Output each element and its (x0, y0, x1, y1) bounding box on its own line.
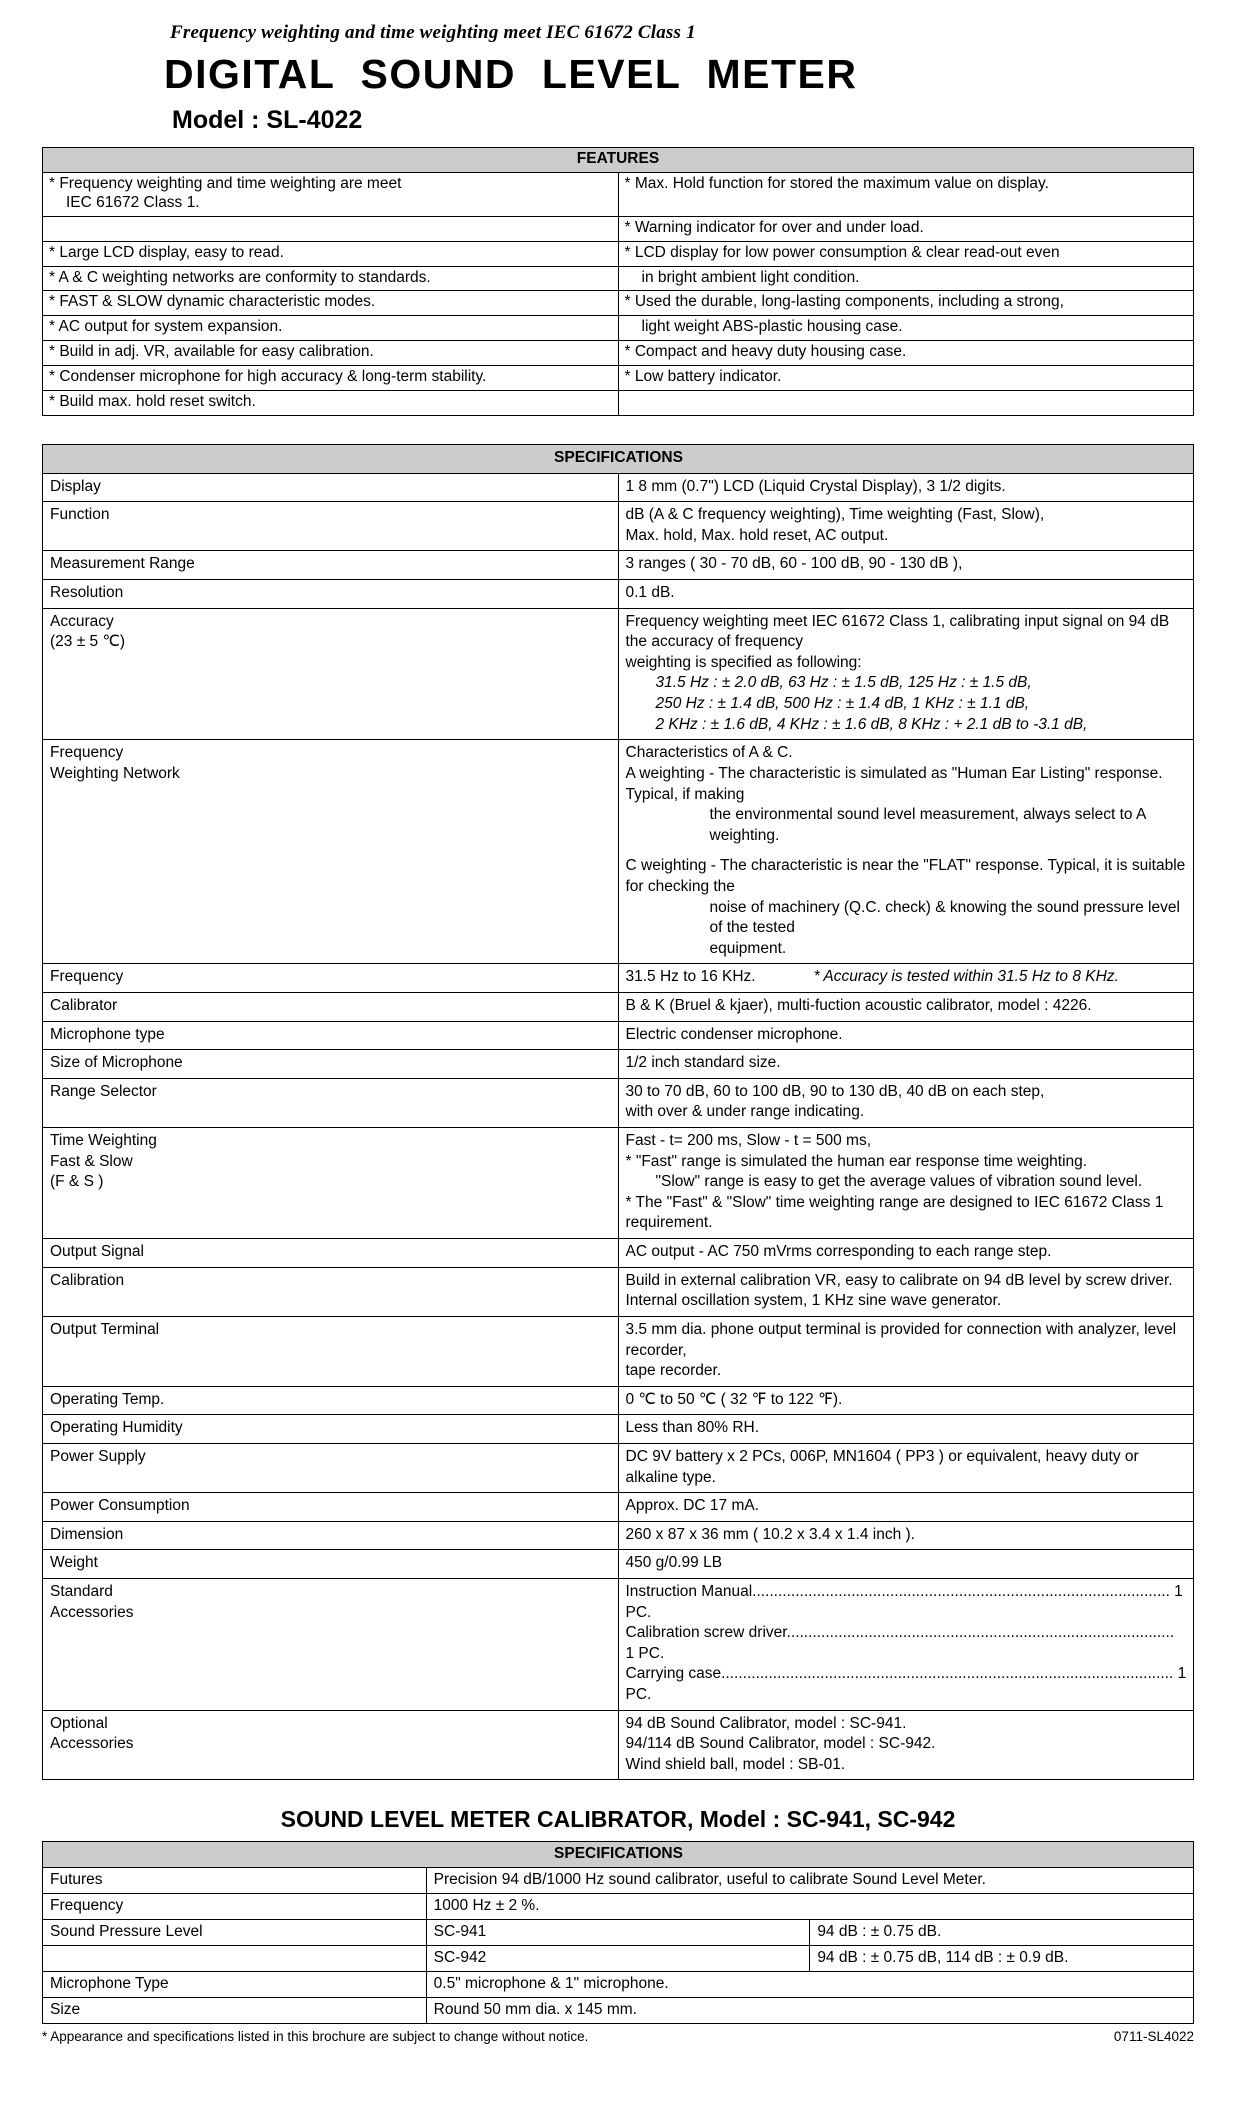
specifications-band: SPECIFICATIONS (43, 444, 1194, 473)
table-row (43, 1868, 1194, 1894)
spec-value-line: Max. hold, Max. hold reset, AC output. (625, 526, 889, 544)
spec-key (43, 1550, 619, 1579)
calibrator-title: SOUND LEVEL METER CALIBRATOR, Model : SC-941, SC-942 (280, 1806, 956, 1833)
spec-value-line: with over & under range indicating. (625, 1103, 865, 1121)
feature-text: * Frequency weighting and time weighting are meet (49, 174, 402, 192)
table-row (43, 992, 1194, 1021)
feature-text: * Used the durable, long-lasting components, including a strong, (624, 293, 1064, 311)
feature-cell-left (43, 241, 619, 266)
spec-value-line: Build in external calibration VR, easy to calibrate on 94 dB level by screw driver. (625, 1271, 1173, 1289)
feature-cell-left (43, 216, 619, 241)
spec-key-line: Optional (50, 1714, 108, 1732)
spec-key (43, 1078, 619, 1127)
calibrator-value: 0.5" microphone & 1" microphone. (426, 1972, 1193, 1998)
calibrator-value: Round 50 mm dia. x 145 mm. (426, 1998, 1193, 2024)
model-label: Model : SL-4022 (172, 106, 363, 134)
spec-value-line: Instruction Manual................................................................................................. 1 PC. (625, 1583, 1183, 1621)
spec-key (43, 1443, 619, 1492)
spec-value (618, 1239, 1194, 1268)
feature-text: * Build in adj. VR, available for easy calibration. (49, 343, 374, 361)
spec-value-line: weighting is specified as following: (625, 653, 862, 671)
spec-value (618, 1550, 1194, 1579)
spec-key (43, 1415, 619, 1444)
feature-text: * Condenser microphone for high accuracy & long-term stability. (49, 368, 487, 386)
feature-text: * Max. Hold function for stored the maximum value on display. (624, 174, 1049, 192)
table-row (43, 1021, 1194, 1050)
table-row (43, 1316, 1194, 1386)
calibrator-model-key: SC-941 (426, 1920, 810, 1946)
spec-key-line: Weight (50, 1554, 98, 1572)
spec-key-line: Weighting Network (50, 764, 180, 782)
spec-value-line: Less than 80% RH. (625, 1419, 760, 1437)
spec-key (43, 992, 619, 1021)
feature-text: * Large LCD display, easy to read. (49, 243, 284, 261)
table-row (43, 964, 1194, 993)
document-header (42, 22, 1194, 135)
spec-key-line: Output Signal (50, 1243, 144, 1261)
spec-value (618, 1386, 1194, 1415)
spec-value (618, 964, 1194, 993)
spec-value-line: noise of machinery (Q.C. check) & knowing the sound pressure level of the tested (709, 898, 1180, 937)
spec-key-line: Range Selector (50, 1082, 157, 1100)
features-section (42, 147, 1194, 416)
feature-text: * Warning indicator for over and under load. (624, 218, 924, 236)
table-row (43, 1920, 1194, 1946)
calibrator-key: Sound Pressure Level (43, 1920, 427, 1946)
spec-value (618, 1415, 1194, 1444)
feature-cell-right (618, 316, 1194, 341)
spec-value-line: Frequency weighting meet IEC 61672 Class 1, calibrating input signal on 94 dB the accuracy of frequency (625, 612, 1170, 651)
spec-value-line: 30 to 70 dB, 60 to 100 dB, 90 to 130 dB, 40 dB on each step, (625, 1082, 1045, 1100)
spec-value (618, 1316, 1194, 1386)
feature-cell-right (618, 391, 1194, 416)
spec-value (618, 1078, 1194, 1127)
footer-code: 0711-SL4022 (1113, 2029, 1194, 2045)
spec-value (618, 1128, 1194, 1239)
feature-cell-right (618, 291, 1194, 316)
spec-key-line: Microphone type (50, 1025, 165, 1043)
spec-value-line: Characteristics of A & C. (625, 744, 793, 762)
spec-value-line: * The "Fast" & "Slow" time weighting range are designed to IEC 61672 Class 1 requirement. (625, 1193, 1164, 1232)
table-row (43, 1894, 1194, 1920)
spec-key (43, 551, 619, 580)
features-band-row (43, 148, 1194, 173)
spec-value-line: Calibration screw driver.......................................................................................... 1 PC. (625, 1624, 1175, 1662)
spec-key (43, 1128, 619, 1239)
specifications-section (42, 444, 1194, 1781)
spec-key (43, 1493, 619, 1522)
feature-text: in bright ambient light condition. (641, 268, 860, 286)
spec-key (43, 1710, 619, 1780)
calibrator-value: 1000 Hz ± 2 %. (426, 1894, 1193, 1920)
table-row (43, 1946, 1194, 1972)
calibrator-key: Frequency (43, 1894, 427, 1920)
features-table (42, 147, 1194, 416)
table-row (43, 241, 1194, 266)
spec-key-line: Function (50, 506, 110, 524)
spec-value-line: 450 g/0.99 LB (625, 1554, 723, 1572)
spec-value-line: tape recorder. (625, 1362, 722, 1380)
spec-value-line: DC 9V battery x 2 PCs, 006P, MN1604 ( PP3 ) or equivalent, heavy duty or alkaline type. (625, 1447, 1139, 1486)
table-row (43, 502, 1194, 551)
spec-key (43, 608, 619, 740)
feature-text-continued: IEC 61672 Class 1. (66, 193, 200, 211)
spec-value-line: 1/2 inch standard size. (625, 1054, 781, 1072)
spec-value-line: 2 KHz : ± 1.6 dB, 4 KHz : ± 1.6 dB, 8 KHz : + 2.1 dB to -3.1 dB, (655, 715, 1088, 733)
table-row (43, 391, 1194, 416)
spec-value-line: 31.5 Hz : ± 2.0 dB, 63 Hz : ± 1.5 dB, 125 Hz : ± 1.5 dB, (655, 674, 1032, 692)
spec-key-line: Accessories (50, 1603, 134, 1621)
spec-value-line: 94 dB Sound Calibrator, model : SC-941. (625, 1714, 907, 1732)
spec-key-line: Output Terminal (50, 1320, 160, 1338)
spec-value (618, 1579, 1194, 1711)
spec-key-line: Accessories (50, 1735, 134, 1753)
spec-value-line: 0 ℃ to 50 ℃ ( 32 ℉ to 122 ℉). (625, 1390, 843, 1408)
feature-text: * A & C weighting networks are conformity to standards. (49, 268, 431, 286)
spec-key-line: Calibration (50, 1271, 125, 1289)
calibrator-key: Futures (43, 1868, 427, 1894)
calibrator-band-row (43, 1842, 1194, 1868)
calibrator-band: SPECIFICATIONS (43, 1842, 1194, 1868)
spec-value (618, 740, 1194, 964)
calibrator-value: 94 dB : ± 0.75 dB, 114 dB : ± 0.9 dB. (810, 1946, 1194, 1972)
table-row (43, 1267, 1194, 1316)
spec-key-line: Display (50, 477, 101, 495)
spec-key-line: (23 ± 5 ℃) (50, 633, 126, 651)
specifications-band-row (43, 444, 1194, 473)
spec-key-line: Standard (50, 1583, 113, 1600)
table-row (43, 1493, 1194, 1522)
table-row (43, 341, 1194, 366)
spec-value-line: C weighting - The characteristic is near the "FLAT" response. Typical, it is suitable for checking the (625, 857, 1186, 895)
spec-key (43, 502, 619, 551)
spec-key (43, 580, 619, 609)
spec-key (43, 1579, 619, 1711)
calibrator-value: Precision 94 dB/1000 Hz sound calibrator, useful to calibrate Sound Level Meter. (426, 1868, 1193, 1894)
spec-key (43, 1239, 619, 1268)
footer-note: * Appearance and specifications listed in this brochure are subject to change without notice. (42, 2029, 589, 2045)
page-title: DIGITAL SOUND LEVEL METER (164, 51, 858, 97)
feature-cell-left (43, 341, 619, 366)
spec-value (618, 1267, 1194, 1316)
feature-cell-left (43, 291, 619, 316)
calibrator-key: Size (43, 1998, 427, 2024)
spec-value-line: Wind shield ball, model : SB-01. (625, 1755, 846, 1773)
table-row (43, 1128, 1194, 1239)
calibrator-key: Microphone Type (43, 1972, 427, 1998)
table-row (43, 1050, 1194, 1079)
table-row (43, 1998, 1194, 2024)
spec-value-line: 1 8 mm (0.7") LCD (Liquid Crystal Display), 3 1/2 digits. (625, 477, 1006, 495)
spec-value (618, 1443, 1194, 1492)
features-band: FEATURES (43, 148, 1194, 173)
spec-key-line: Size of Microphone (50, 1054, 183, 1072)
spec-key-line: Calibrator (50, 996, 118, 1014)
spec-key-line: Measurement Range (50, 555, 195, 573)
feature-cell-left (43, 266, 619, 291)
table-row (43, 740, 1194, 964)
calibrator-section (42, 1806, 1194, 2024)
spec-value-line: A weighting - The characteristic is simulated as "Human Ear Listing" response. Typical, if making (625, 764, 1163, 803)
spec-value (618, 1050, 1194, 1079)
spec-value-line: AC output - AC 750 mVrms corresponding to each range step. (625, 1243, 1052, 1261)
feature-text: * Compact and heavy duty housing case. (624, 343, 907, 361)
spec-value (618, 1021, 1194, 1050)
spec-value-line: Fast - t= 200 ms, Slow - t = 500 ms, (625, 1132, 872, 1150)
table-row (43, 551, 1194, 580)
spec-key-line: Fast & Slow (50, 1152, 133, 1170)
table-row (43, 1443, 1194, 1492)
spec-value (618, 1710, 1194, 1780)
spec-value-line: 3 ranges ( 30 - 70 dB, 60 - 100 dB, 90 - 130 dB ), (625, 555, 963, 573)
spec-key (43, 1521, 619, 1550)
feature-text: * LCD display for low power consumption & clear read-out even (624, 243, 1060, 261)
calibrator-key (43, 1946, 427, 1972)
table-row (43, 1710, 1194, 1780)
spec-value (618, 502, 1194, 551)
page-footer (42, 2029, 1194, 2044)
table-row (43, 1386, 1194, 1415)
spec-value (618, 473, 1194, 502)
spec-value (618, 992, 1194, 1021)
spec-value-note: * Accuracy is tested within 31.5 Hz to 8 KHz. (813, 968, 1119, 986)
table-row (43, 1550, 1194, 1579)
spec-value-text: 31.5 Hz to 16 KHz. (625, 968, 756, 986)
spec-value (618, 580, 1194, 609)
spec-value-line: Electric condenser microphone. (625, 1025, 843, 1043)
calibrator-model-key: SC-942 (426, 1946, 810, 1972)
specifications-table (42, 444, 1194, 1781)
spec-value-line: equipment. (709, 939, 787, 957)
spec-key-line: Accuracy (50, 612, 114, 630)
spec-value (618, 608, 1194, 740)
table-row (43, 1521, 1194, 1550)
table-row (43, 1972, 1194, 1998)
spec-key (43, 1316, 619, 1386)
spec-key-line: Resolution (50, 584, 124, 602)
spec-key-line: Time Weighting (50, 1132, 157, 1150)
spec-key (43, 473, 619, 502)
spec-key (43, 1050, 619, 1079)
feature-cell-left (43, 172, 619, 216)
calibrator-table (42, 1841, 1194, 2024)
spec-key-line: Dimension (50, 1525, 124, 1543)
feature-cell-left (43, 391, 619, 416)
spec-key-line: (F & S ) (50, 1173, 104, 1191)
feature-cell-right (618, 216, 1194, 241)
feature-cell-left (43, 316, 619, 341)
spec-value-line: 94/114 dB Sound Calibrator, model : SC-942. (625, 1735, 936, 1753)
spec-key-line: Power Consumption (50, 1497, 190, 1515)
spec-value-line: 3.5 mm dia. phone output terminal is provided for connection with analyzer, level recorder, (625, 1320, 1177, 1359)
spec-value-line: dB (A & C frequency weighting), Time weighting (Fast, Slow), (625, 506, 1045, 524)
feature-text: * FAST & SLOW dynamic characteristic modes. (49, 293, 376, 311)
feature-text: light weight ABS-plastic housing case. (641, 318, 903, 336)
table-row (43, 216, 1194, 241)
spec-key-line: Frequency (50, 968, 124, 986)
feature-cell-right (618, 172, 1194, 216)
calibrator-value: 94 dB : ± 0.75 dB. (810, 1920, 1194, 1946)
spec-value (618, 551, 1194, 580)
spec-key (43, 1386, 619, 1415)
table-row (43, 366, 1194, 391)
spec-value-line: 260 x 87 x 36 mm ( 10.2 x 3.4 x 1.4 inch ). (625, 1525, 915, 1543)
table-row (43, 1415, 1194, 1444)
spec-value-line: Internal oscillation system, 1 KHz sine wave generator. (625, 1292, 1002, 1310)
table-row (43, 316, 1194, 341)
spec-key-line: Power Supply (50, 1447, 146, 1465)
spec-value-line: Carrying case......................................................................................................... 1 PC. (625, 1665, 1187, 1704)
feature-cell-right (618, 366, 1194, 391)
spec-key (43, 964, 619, 993)
header-kicker: Frequency weighting and time weighting meet IEC 61672 Class 1 (170, 22, 696, 43)
table-row (43, 608, 1194, 740)
feature-text: * Low battery indicator. (624, 368, 782, 386)
table-row (43, 291, 1194, 316)
feature-cell-right (618, 266, 1194, 291)
spec-key (43, 740, 619, 964)
spec-key-line: Operating Humidity (50, 1419, 183, 1437)
feature-text: * Build max. hold reset switch. (49, 393, 256, 411)
table-row (43, 266, 1194, 291)
spec-value-line: 0.1 dB. (625, 584, 675, 602)
table-row (43, 473, 1194, 502)
spec-value-line: Approx. DC 17 mA. (625, 1497, 760, 1515)
table-row (43, 1579, 1194, 1711)
feature-cell-right (618, 341, 1194, 366)
table-row (43, 580, 1194, 609)
spec-key-line: Frequency (50, 744, 124, 762)
feature-cell-left (43, 366, 619, 391)
spec-key-line: Operating Temp. (50, 1390, 165, 1408)
table-row (43, 1078, 1194, 1127)
spec-key (43, 1267, 619, 1316)
spec-value-line: 250 Hz : ± 1.4 dB, 500 Hz : ± 1.4 dB, 1 KHz : ± 1.1 dB, (655, 695, 1030, 713)
spec-value-line: B & K (Bruel & kjaer), multi-fuction acoustic calibrator, model : 4226. (625, 996, 1092, 1014)
table-row (43, 1239, 1194, 1268)
spec-value-line: "Slow" range is easy to get the average values of vibration sound level. (655, 1173, 1143, 1191)
spec-value (618, 1493, 1194, 1522)
spec-key (43, 1021, 619, 1050)
feature-text: * AC output for system expansion. (49, 318, 283, 336)
feature-cell-right (618, 241, 1194, 266)
spec-value-line: * "Fast" range is simulated the human ear response time weighting. (625, 1152, 1088, 1170)
spec-value-line: the environmental sound level measurement, always select to A weighting. (709, 806, 1146, 844)
spec-value-line (626, 967, 1188, 988)
table-row (43, 172, 1194, 216)
spec-value (618, 1521, 1194, 1550)
